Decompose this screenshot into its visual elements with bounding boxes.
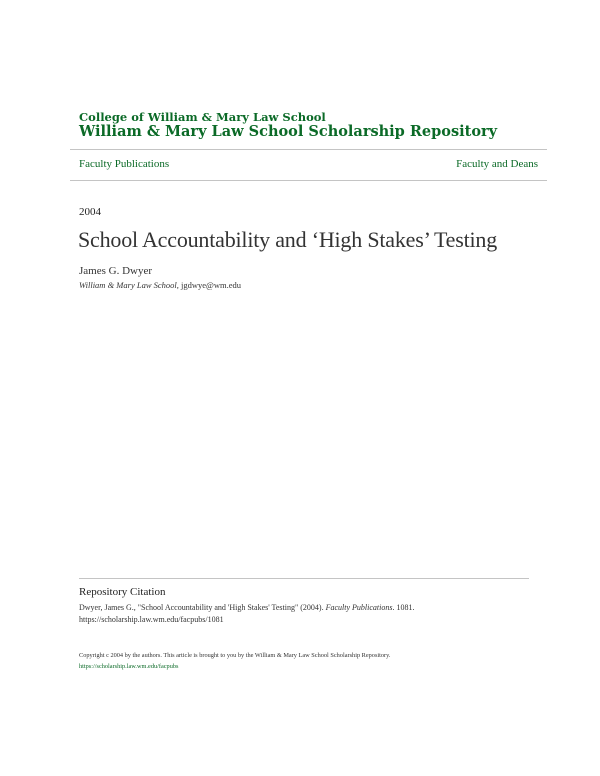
copyright-text: Copyright c 2004 by the authors. This article is brought to you by the William & Mary Law School Scholarship Repository. — [79, 652, 391, 659]
faculty-publications-link[interactable]: Faculty Publications — [79, 158, 170, 170]
author-email[interactable]: jgdwye@wm.edu — [181, 280, 241, 290]
top-divider — [70, 149, 547, 150]
citation-publication: Faculty Publications — [325, 603, 393, 612]
article-title: School Accountability and ‘High Stakes’ Testing — [78, 227, 498, 252]
nav-divider — [70, 180, 547, 181]
copyright-notice — [79, 650, 539, 672]
citation-body: Dwyer, James G., "School Accountability and 'High Stakes' Testing" (2004). — [79, 603, 324, 612]
citation-divider — [79, 578, 529, 579]
author-affiliation: William & Mary Law School, jgdwye@wm.edu — [79, 280, 241, 290]
citation-text — [79, 602, 519, 626]
repository-name[interactable]: William & Mary Law School Scholarship Repository — [79, 123, 498, 140]
publication-year: 2004 — [79, 206, 101, 218]
institution-name: College of William & Mary Law School — [79, 110, 326, 124]
author-name: James G. Dwyer — [79, 265, 153, 277]
citation-heading: Repository Citation — [79, 586, 166, 598]
affiliation-institution: William & Mary Law School — [79, 280, 177, 290]
copyright-link[interactable]: https://scholarship.law.wm.edu/facpubs — [79, 663, 179, 670]
citation-number: . 1081. — [392, 603, 415, 612]
citation-url[interactable]: https://scholarship.law.wm.edu/facpubs/1081 — [79, 615, 224, 624]
faculty-and-deans-link[interactable]: Faculty and Deans — [456, 158, 538, 170]
